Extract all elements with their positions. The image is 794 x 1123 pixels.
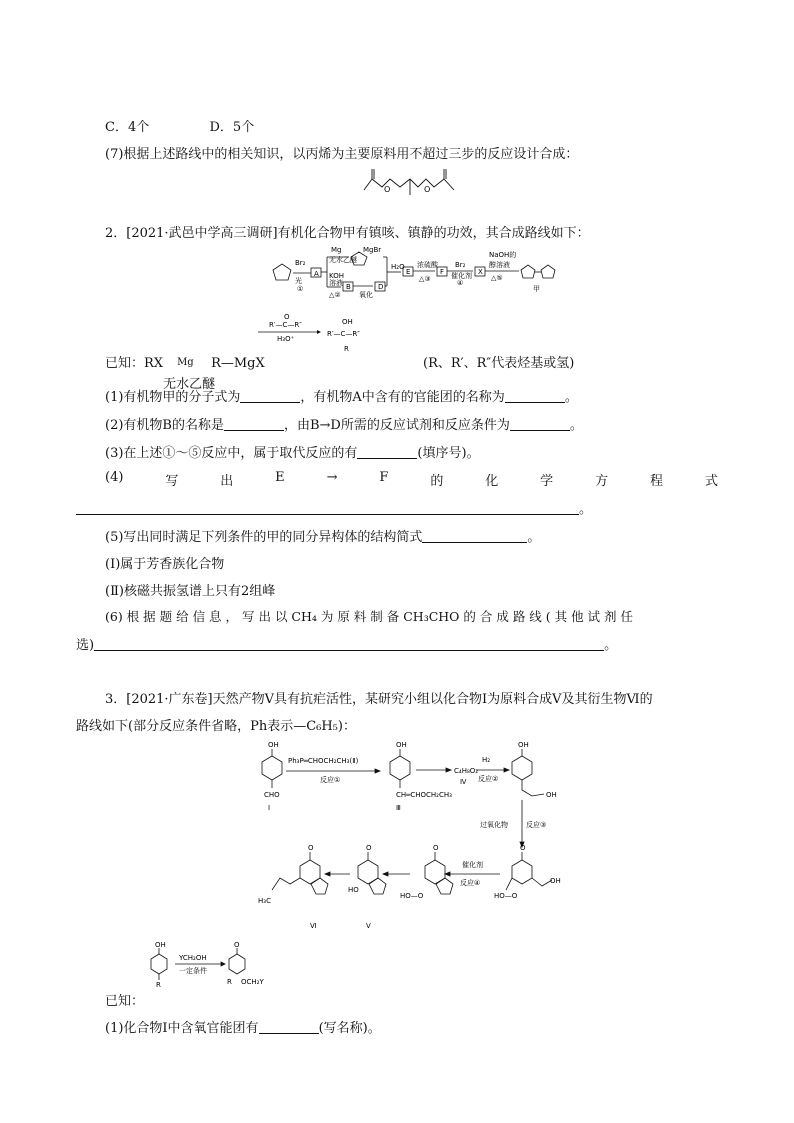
svg-text:O: O — [234, 942, 240, 949]
svg-text:D: D — [378, 283, 384, 291]
option-c: C．4个 — [105, 120, 150, 135]
svg-text:Ⅵ: Ⅵ — [310, 922, 317, 930]
svg-text:醇溶液: 醇溶液 — [489, 261, 510, 269]
target-diester-structure — [360, 165, 460, 203]
q2-known — [105, 352, 575, 392]
svg-text:O: O — [384, 185, 391, 194]
svg-text:△③: △③ — [419, 275, 431, 283]
answer-blank[interactable] — [224, 418, 284, 431]
q2-sub5: (5)写出同时满足下列条件的甲的同分异构体的结构简式 。 — [105, 530, 541, 545]
q2-stem: 2．[2021·武邑中学高三调研]有机化合物甲有镇咳、镇静的功效，其合成路线如下： — [105, 226, 590, 241]
svg-text:HO—O: HO—O — [494, 892, 518, 900]
svg-text:反应③: 反应③ — [526, 821, 547, 829]
svg-text:B: B — [346, 283, 351, 291]
svg-text:H₃C: H₃C — [258, 897, 271, 905]
svg-text:O: O — [424, 185, 431, 194]
svg-text:一定条件: 一定条件 — [179, 967, 207, 975]
answer-blank[interactable] — [510, 418, 570, 431]
q3-known-label: 已知： — [105, 994, 145, 1009]
svg-text:溶液: 溶液 — [329, 279, 343, 287]
svg-text:OCH₂Y: OCH₂Y — [241, 978, 264, 986]
svg-text:MgBr: MgBr — [363, 246, 382, 254]
answer-blank[interactable] — [94, 638, 604, 651]
svg-text:OH: OH — [268, 741, 279, 749]
svg-text:OH: OH — [155, 942, 166, 949]
svg-text:C₄H₈O₂: C₄H₈O₂ — [454, 767, 479, 775]
svg-text:Ⅴ: Ⅴ — [366, 922, 371, 930]
svg-text:催化剂: 催化剂 — [462, 861, 483, 869]
svg-text:过氧化物: 过氧化物 — [480, 821, 508, 829]
svg-text:KOH: KOH — [329, 272, 344, 280]
q2-sub4-answer-line: 。 — [76, 498, 592, 517]
svg-text:E: E — [406, 268, 411, 276]
svg-text:HO—O: HO—O — [400, 892, 424, 900]
q1-part7: (7)根据上述路线中的相关知识，以丙烯为主要原料用不超过三步的反应设计合成： — [105, 147, 579, 162]
svg-text:Ph₃P═CHOCH₂CH₃(Ⅱ): Ph₃P═CHOCH₂CH₃(Ⅱ) — [288, 757, 359, 765]
svg-text:光: 光 — [295, 277, 302, 285]
option-d: D．5个 — [209, 120, 255, 135]
svg-text:YCH₂OH: YCH₂OH — [179, 954, 207, 962]
q3-known-reaction — [145, 942, 285, 990]
svg-text:OH: OH — [342, 318, 353, 326]
svg-text:Ⅲ: Ⅲ — [396, 804, 401, 812]
svg-text:H₂: H₂ — [482, 756, 491, 764]
svg-text:④: ④ — [457, 279, 464, 287]
svg-text:浓硫酸: 浓硫酸 — [417, 261, 438, 269]
q3-stem-line2: 路线如下(部分反应条件省略，Ph表示—C₆H₅)： — [76, 719, 356, 734]
svg-text:R′—C—R″: R′—C—R″ — [327, 330, 360, 338]
svg-text:△②: △② — [329, 291, 341, 299]
svg-text:A: A — [314, 270, 319, 278]
q2-cond2: (Ⅱ)核磁共振氢谱上只有2组峰 — [105, 584, 276, 599]
svg-text:H₂O: H₂O — [391, 263, 405, 271]
q2-synthesis-scheme — [265, 245, 565, 310]
compound-I-ring — [262, 756, 282, 780]
svg-text:反应④: 反应④ — [460, 879, 481, 887]
svg-text:甲: 甲 — [533, 285, 540, 293]
svg-text:HO: HO — [348, 886, 359, 894]
svg-text:CHO: CHO — [264, 791, 280, 799]
svg-text:R′—C—R″: R′—C—R″ — [269, 321, 302, 329]
known-rx: RX — [144, 356, 164, 371]
known-product: R—MgX — [211, 356, 265, 371]
q2-sub4-words: (4) 写 出 E → F 的 化 学 方 程 式 — [105, 470, 718, 489]
q2-sub6: (6) 根 据 题 给 信 息 ， 写 出 以 CH₄ 为 原 料 制 备 CH₃CHO 的 合 成 路 线 ( 其 他 试 剂 任 — [105, 609, 634, 624]
svg-text:氧化: 氧化 — [359, 291, 373, 299]
q2-sub3: (3)在上述①～⑤反应中，属于取代反应的有 (填序号)。 — [105, 446, 480, 461]
svg-text:OH: OH — [518, 741, 529, 749]
svg-text:反应①: 反应① — [320, 776, 341, 784]
svg-text:R: R — [344, 345, 349, 353]
svg-text:Ⅰ: Ⅰ — [268, 804, 271, 812]
svg-text:①: ① — [297, 285, 304, 293]
answer-blank[interactable] — [422, 530, 527, 543]
svg-text:H₃O⁺: H₃O⁺ — [277, 335, 295, 343]
svg-text:催化剂: 催化剂 — [451, 272, 472, 280]
svg-text:O: O — [520, 844, 526, 852]
q3-sub1: (1)化合物Ⅰ中含氧官能团有 (写名称)。 — [105, 1021, 381, 1036]
svg-text:无水乙醚: 无水乙醚 — [329, 256, 357, 264]
svg-text:CH═CHOCH₂CH₃: CH═CHOCH₂CH₃ — [396, 791, 452, 799]
answer-blank[interactable] — [240, 390, 300, 403]
svg-text:Br₂: Br₂ — [295, 259, 306, 267]
cyclopentane-ring — [273, 264, 291, 280]
q2-sub1: (1)有机物甲的分子式为 ，有机物A中含有的官能团的名称为 。 — [105, 390, 578, 405]
svg-text:OH: OH — [396, 741, 407, 749]
svg-text:O: O — [366, 844, 372, 852]
svg-text:F: F — [440, 268, 445, 276]
svg-text:O: O — [284, 313, 290, 321]
svg-text:O: O — [433, 844, 439, 852]
svg-text:R: R — [227, 978, 232, 986]
svg-text:O: O — [308, 844, 314, 852]
known-mg: Mg — [177, 357, 194, 368]
svg-text:NaOH的: NaOH的 — [489, 251, 517, 259]
q2-sub2: (2)有机物B的名称是 ，由B→D所需的反应试剂和反应条件为 。 — [105, 418, 583, 433]
svg-text:Mg: Mg — [331, 246, 342, 254]
answer-blank[interactable] — [76, 502, 579, 515]
q2-sub6-answer-line: 选) 。 — [76, 638, 618, 653]
svg-text:OH: OH — [550, 877, 561, 885]
svg-text:OH: OH — [546, 791, 557, 799]
svg-text:反应②: 反应② — [478, 775, 499, 783]
answer-blank[interactable] — [259, 1021, 319, 1034]
svg-text:Br₂: Br₂ — [455, 261, 466, 269]
q2-cond1: (Ⅰ)属于芳香族化合物 — [105, 557, 225, 572]
answer-blank[interactable] — [357, 446, 417, 459]
known-label: 已知： — [105, 356, 145, 371]
svg-text:X: X — [478, 268, 483, 276]
answer-blank[interactable] — [505, 390, 565, 403]
q3-stem-line1: 3．[2021·广东卷]天然产物Ⅴ具有抗疟活性，某研究小组以化合物Ⅰ为原料合成Ⅴ及其衍生物Ⅵ的 — [105, 692, 653, 707]
known-cond: 无水乙醚 — [163, 377, 216, 392]
q3-synthesis-scheme — [250, 740, 580, 935]
known-note: (R、R′、R″代表烃基或氢) — [423, 356, 575, 371]
svg-text:△⑤: △⑤ — [491, 274, 503, 282]
svg-text:Ⅳ: Ⅳ — [460, 778, 467, 786]
svg-text:R: R — [156, 981, 161, 989]
q1-options — [105, 116, 254, 135]
